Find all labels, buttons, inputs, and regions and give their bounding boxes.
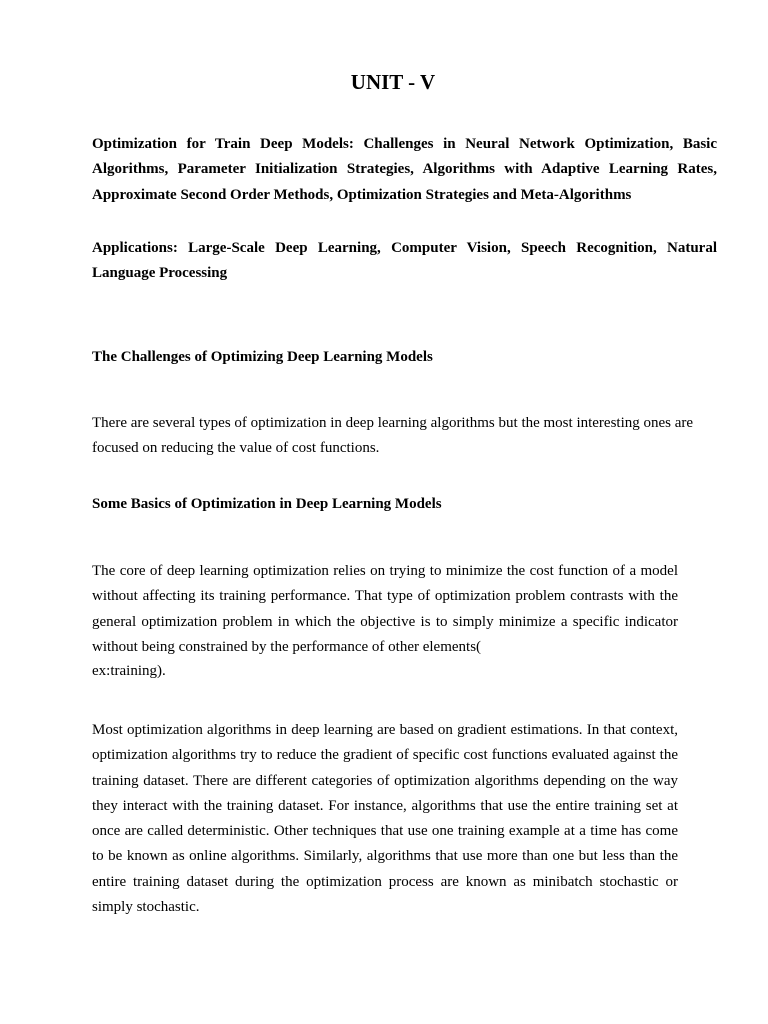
section-heading-challenges: The Challenges of Optimizing Deep Learning Models [92, 349, 433, 365]
page-title: UNIT - V [350, 70, 436, 94]
paragraph-core: The core of deep learning optimization relies on trying to minimize the cost function of a model without affecting its training performance. That type of optimization problem contrasts with the general optimization problem in which the objective is to simply minimize a specific indicator without being constrained by the performance of other elements( [92, 563, 678, 655]
unit-topics: Optimization for Train Deep Models: Challenges in Neural Network Optimization, Basic Algorithms, Parameter Initialization Strategies, Algorithms with Adaptive Learning Rates, Approximate Second Order Methods, Optimization Strategies and Meta-Algorithms [92, 136, 717, 203]
paragraph-gradient: Most optimization algorithms in deep learning are based on gradient estimations. In that context, optimization algorithms try to reduce the gradient of specific cost functions evaluated against the training dataset. There are different categories of optimization algorithms depending on the way they interact with the training dataset. For instance, algorithms that use the entire training set at once are called deterministic. Other techniques that use one training example at a time has come to be known as online algorithms. Similarly, algorithms that use more than one but less than the entire training dataset during the optimization process are known as minibatch stochastic or simply stochastic. [92, 722, 678, 916]
paragraph-core-tail: ex:training). [92, 663, 166, 679]
section-heading-basics: Some Basics of Optimization in Deep Learning Models [92, 496, 442, 512]
paragraph-intro: There are several types of optimization in deep learning algorithms but the most interesting ones are focused on reducing the value of cost functions. [92, 415, 694, 457]
unit-applications: Applications: Large-Scale Deep Learning, Computer Vision, Speech Recognition, Natural Language Processing [92, 240, 717, 282]
